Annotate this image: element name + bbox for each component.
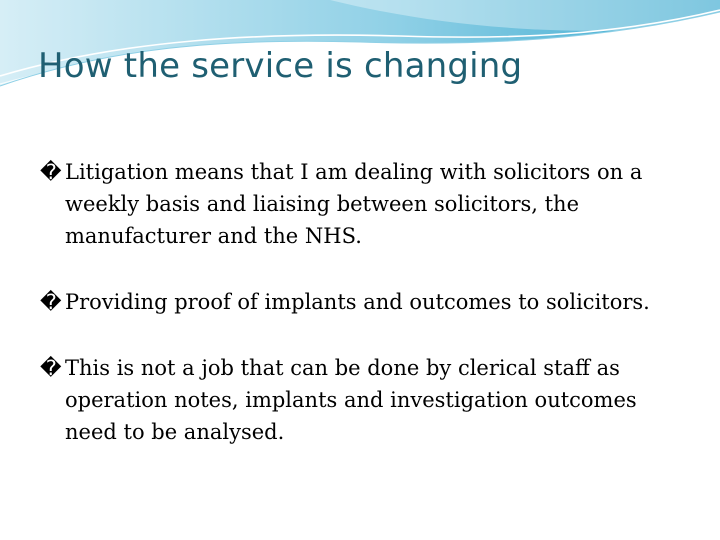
bullet-text: Litigation means that I am dealing with solicitors on a weekly basis and liaising between solicitors, the manufacturer and the NHS. bbox=[65, 160, 643, 248]
bullet-text: Providing proof of implants and outcomes to solicitors. bbox=[65, 290, 650, 314]
bullet-item bbox=[40, 352, 690, 448]
bullet-item bbox=[40, 286, 690, 318]
slide-title: How the service is changing bbox=[38, 46, 523, 86]
bullet-marker-icon: � bbox=[40, 356, 62, 380]
bullet-marker-icon: � bbox=[40, 290, 62, 314]
bullet-marker-icon: � bbox=[40, 160, 62, 184]
bullet-item bbox=[40, 156, 690, 252]
bullet-text: This is not a job that can be done by clerical staff as operation notes, implants and investigation outcomes need to be analysed. bbox=[65, 356, 637, 444]
bullet-list bbox=[40, 156, 690, 482]
